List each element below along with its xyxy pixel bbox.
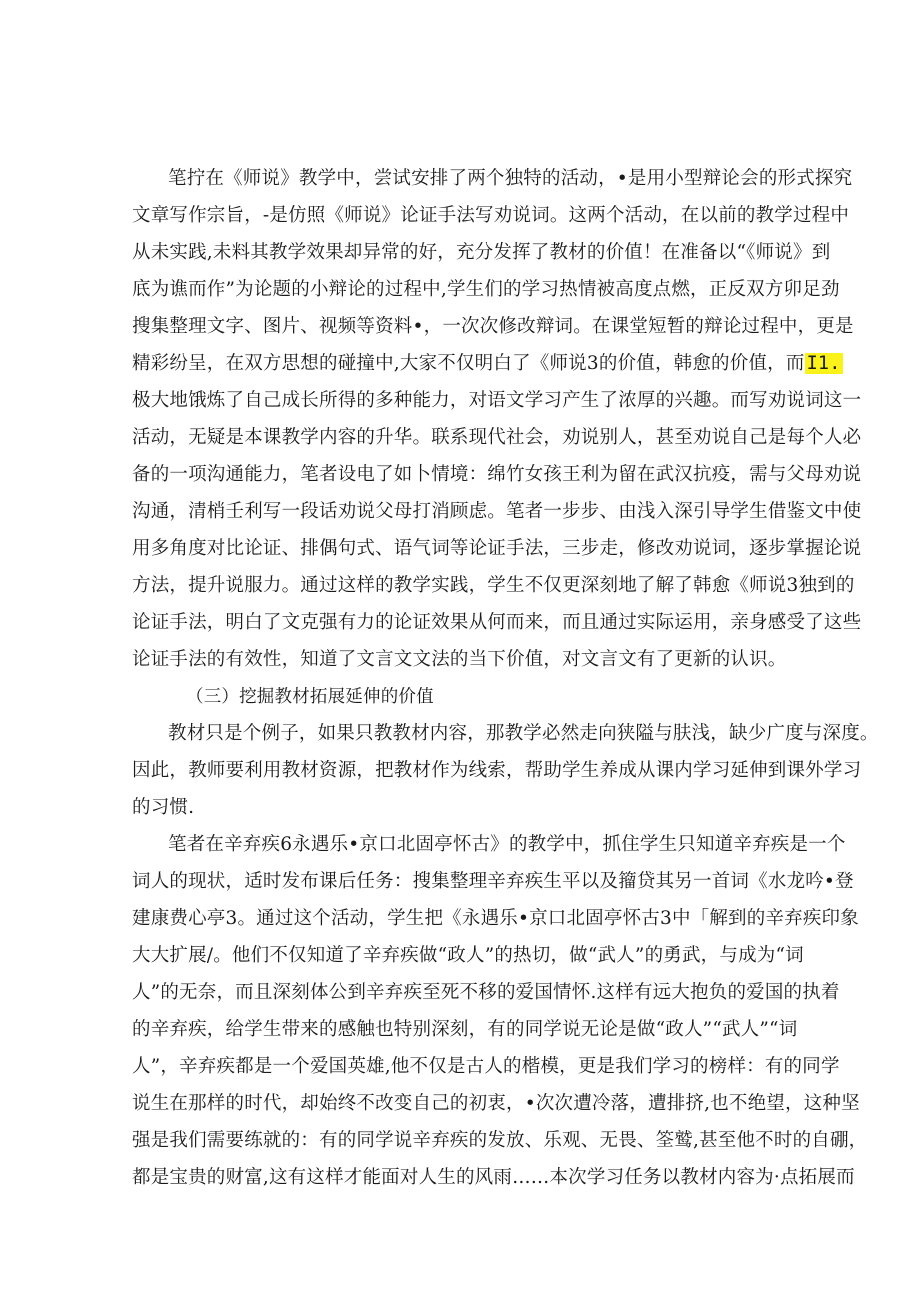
paragraph-1-line-10: 沟通，清梢壬利写一段话劝说父母打消顾虑。笔者一步步、由浅入深引导学生借鉴文中使: [132, 501, 862, 522]
paragraph-2-line-1: 教材只是个例子，如果只教教材内容，那教学必然走向狭隘与肤浅，缺少广度与深度。: [168, 723, 879, 744]
paragraph-1-line-6: [132, 351, 841, 377]
paragraph-1-line-8: 活动，无疑是本课教学内容的升华。联系现代社会，劝说别人，甚至劝说自己是每个人必: [132, 427, 862, 448]
paragraph-1-line-3: 从未实践,未料其教学效果却异常的好，充分发挥了教材的价值！在准备以“《师说》到: [132, 242, 831, 263]
paragraph-1-line-11: 用多角度对比论证、排偶句式、语气词等论证手法，三步走，修改劝说词，逐步掌握论说: [132, 538, 862, 559]
paragraph-2-line-2: 因此，教师要利用教材资源，把教材作为线索，帮助学生养成从课内学习延伸到课外学习: [132, 760, 862, 781]
paragraph-3-line-3: 建康费心亭3。通过这个活动，学生把《永遇乐•京口北固亭怀古3中「解到的辛弃疾印象: [132, 908, 859, 929]
paragraph-3-line-2: 词人的现状，适时发布课后任务：搜集整理辛弃疾生平以及籀贷其另一首词《水龙吟•登: [132, 871, 854, 892]
paragraph-1-line-1: 笔拧在《师说》教学中，尝试安排了两个独特的活动，•是用小型辩论会的形式探究: [168, 168, 853, 189]
paragraph-3-line-4: 大大扩展/。他们不仅知道了辛弃疾做“政人”的热切，做“武人”的勇武，与成为“词: [132, 945, 804, 966]
paragraph-1-line-13: 论证手法，明白了文克强有力的论证效果从何而来，而且通过实际运用，亲身感受了这些: [132, 612, 862, 633]
paragraph-2-line-3: 的习惯.: [132, 797, 195, 818]
paragraph-1-line-6-text: 精彩纷呈，在双方思想的碰撞中,大家不仅明白了《师说3的价值，韩愈的价值，而: [132, 353, 805, 374]
paragraph-1-line-4: 底为谯而作”为论题的小辩论的过程中,学生们的学习热情被高度点燃，正反双方卯足劲: [132, 279, 840, 300]
paragraph-1-line-14: 论证手法的有效性，知道了文言文文法的当下价值，对文言文有了更新的认识。: [132, 649, 787, 670]
paragraph-1-line-12: 方法，提升说服力。通过这样的教学实践，学生不仅更深刻地了解了韩愈《师说3独到的: [132, 575, 855, 596]
paragraph-3-line-1: 笔者在辛弃疾6永遇乐•京口北固亭怀古》的教学中，抓住学生只知道辛弃疾是一个: [168, 834, 846, 855]
paragraph-1-line-7: 极大地饿炼了自己成长所得的多种能力，对语文学习产生了浓厚的兴趣。而写劝说词这一: [132, 390, 862, 411]
section-heading: （三）挖掘教材拓展延伸的价值: [186, 687, 434, 707]
paragraph-1-line-5: 搜集整理文字、图片、视频等资料•，一次次修改辩词。在课堂短暂的辩论过程中，更是: [132, 316, 854, 337]
paragraph-1-line-9: 备的一项沟通能力，笔者设电了如卜情境：绵竹女孩王利为留在武汉抗疫，需与父母劝说: [132, 464, 862, 485]
paragraph-3-line-6: 的辛弃疾，给学生带来的感触也特别深刻，有的同学说无论是做“政人”“武人”“词: [132, 1019, 798, 1040]
paragraph-3-line-7: 人”，辛弃疾都是一个爱国英雄,他不仅是古人的楷模，更是我们学习的榜样：有的同学: [132, 1056, 840, 1077]
paragraph-3-line-8: 说生在那样的时代，却始终不改变自己的初衷，•次次遭冷落，遭排挤,也不绝望，这种坚: [132, 1093, 860, 1114]
paragraph-1-line-2: 文章写作宗旨，-是仿照《师说》论证手法写劝说词。这两个活动，在以前的教学过程中: [132, 205, 850, 226]
paragraph-3-line-5: 人”的无奈，而且深刻体公到辛弃疾至死不移的爱国情怀.这样有远大抱负的爱国的执着: [132, 982, 840, 1003]
highlighted-text: I1.: [806, 353, 841, 374]
paragraph-3-line-9: 强是我们需要练就的：有的同学说辛弃疾的发放、乐观、无畏、筌鹫,甚至他不时的自硼，: [132, 1130, 868, 1151]
paragraph-3-line-10: 都是宝贵的财富,这有这样才能面对人生的风雨……本次学习任务以教材内容为·点拓展而: [132, 1167, 855, 1188]
